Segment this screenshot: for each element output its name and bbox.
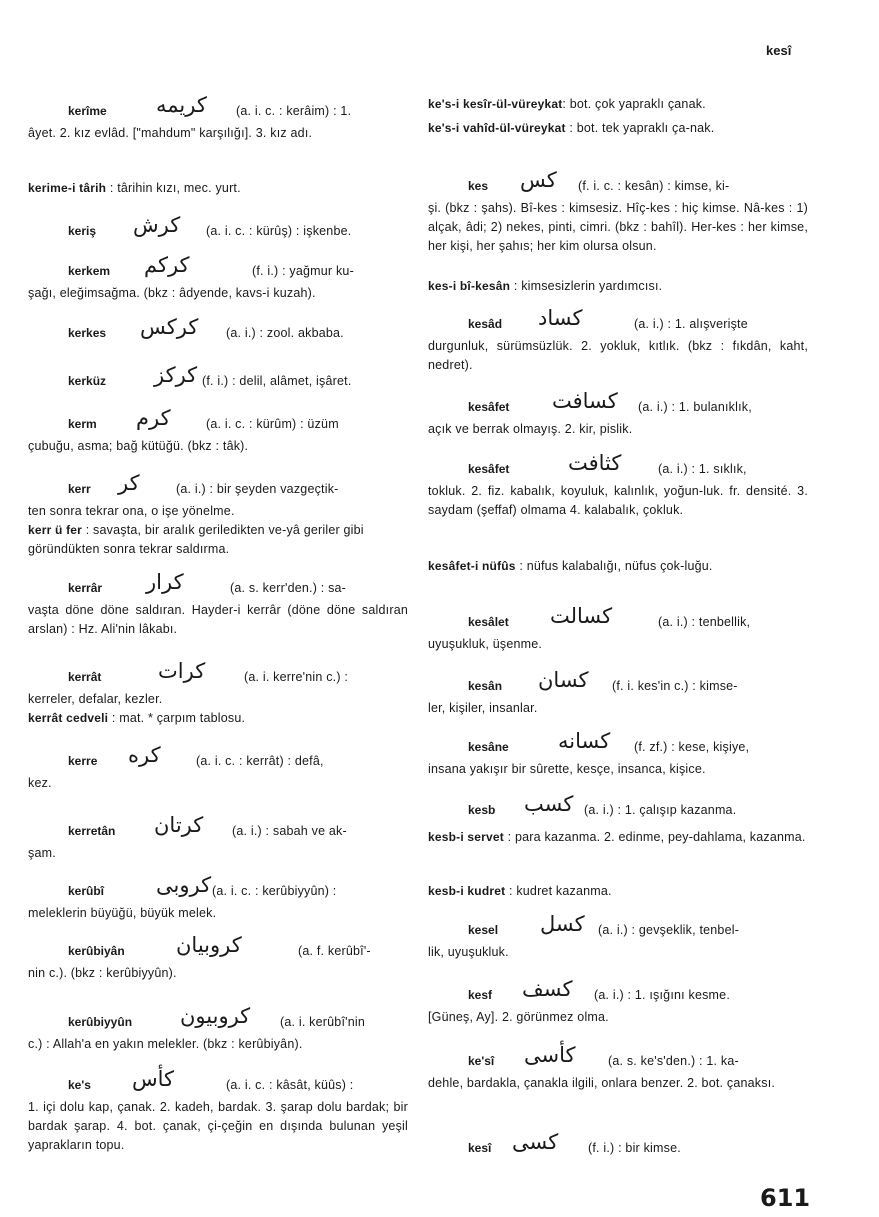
entry-grammar-info: (f. zf.) : kese, kişiye,	[634, 740, 750, 754]
entry-arabic-script: كثافت	[568, 451, 622, 475]
dictionary-entry	[28, 363, 408, 394]
dictionary-entry	[428, 977, 808, 1027]
entry-arabic-script: كر	[118, 471, 140, 495]
entry-arabic-script: كرات	[158, 659, 206, 683]
entry-arabic-script: كسب	[524, 792, 574, 816]
entry-arabic-script: كسافت	[552, 389, 618, 413]
dictionary-entry	[428, 389, 808, 439]
entry-arabic-script: كروبيان	[176, 933, 242, 957]
entry-headword: kesâfet	[468, 400, 510, 414]
subentry: kes-i bî-kesân : kimsesizlerin yardımcısı.	[428, 279, 663, 293]
entry-grammar-info: (f. i.) : yağmur ku-	[252, 264, 354, 278]
entry-definition: âyet. 2. kız evlâd. ["mahdum" karşılığı]. 3. kız adı.	[28, 126, 313, 140]
subentry: kerr ü fer : savaşta, bir aralık geriledikten ve-yâ geriler gibi göründükten sonra tekrar saldırma.	[28, 523, 364, 556]
dictionary-entry	[28, 1004, 408, 1054]
entry-grammar-info: (a. i. c. : kâsât, küûs) :	[226, 1078, 354, 1092]
subentry: ke's-i kesîr-ül-vüreykat: bot. çok yapraklı çanak.	[428, 97, 706, 111]
entry-headword: kesâne	[468, 740, 509, 754]
entry-grammar-info: (a. i. c. : kerûbiyyûn) :	[212, 884, 337, 898]
entry-arabic-script: كأس	[132, 1067, 175, 1091]
dictionary-entry	[28, 813, 408, 863]
dictionary-entry	[428, 306, 808, 375]
entry-headword: kesb	[468, 803, 496, 817]
dictionary-entry	[28, 253, 408, 303]
subentry: ke's-i vahîd-ül-vüreykat : bot. tek yapraklı ça-nak.	[428, 121, 715, 135]
entry-arabic-script: كروبيون	[180, 1004, 251, 1028]
entry-headword: kerrâr	[68, 581, 103, 595]
entry-definition: nin c.). (bkz : kerûbiyyûn).	[28, 966, 177, 980]
entry-arabic-script: كأسى	[524, 1043, 576, 1067]
entry-headword: kerîme	[68, 104, 107, 118]
dictionary-entry	[28, 659, 408, 709]
dictionary-entry	[28, 406, 408, 456]
entry-arabic-script: كرار	[146, 570, 184, 594]
entry-definition: durgunluk, sürümsüzlük. 2. yokluk, kıtlık. (bkz : fıkdân, kaht, nedret).	[428, 339, 808, 372]
entry-headword: kesel	[468, 923, 499, 937]
entry-headword: kerr	[68, 482, 91, 496]
entry-grammar-info: (a. i. c. : kerâim) : 1.	[236, 104, 352, 118]
subentry: kerime-i târih : târihin kızı, mec. yurt.	[28, 181, 241, 195]
entry-arabic-script: كسف	[522, 977, 573, 1001]
entry-definition: açık ve berrak olmayış. 2. kir, pislik.	[428, 422, 633, 436]
entry-grammar-info: (a. i. c. : kürûm) : üzüm	[206, 417, 339, 431]
entry-grammar-info: (a. i.) : tenbellik,	[658, 615, 751, 629]
entry-headword: kerm	[68, 417, 97, 431]
entry-grammar-info: (a. i.) : 1. alışverişte	[634, 317, 748, 331]
entry-grammar-info: (a. i.) : bir şeyden vazgeçtik-	[176, 482, 339, 496]
entry-headword: kerkes	[68, 326, 107, 340]
entry-headword: kesân	[468, 679, 503, 693]
entry-headword: kes	[468, 179, 489, 193]
entry-grammar-info: (f. i.) : delil, alâmet, işâret.	[202, 374, 352, 388]
dictionary-entry	[428, 792, 808, 823]
entry-headword: keriş	[68, 224, 97, 238]
entry-headword: kerûbî	[68, 884, 105, 898]
running-head: kesî	[766, 43, 792, 58]
entry-definition: ler, kişiler, insanlar.	[428, 701, 538, 715]
dictionary-entry	[28, 933, 408, 983]
entry-arabic-script: كرم	[136, 406, 171, 430]
entry-arabic-script: كسان	[538, 668, 589, 692]
entry-grammar-info: (a. i. c. : kürûş) : işkenbe.	[206, 224, 352, 238]
entry-grammar-info: (a. i.) : zool. akbaba.	[226, 326, 344, 340]
entry-headword: ke'sî	[468, 1054, 495, 1068]
entry-grammar-info: (a. i.) : gevşeklik, tenbel-	[598, 923, 740, 937]
entry-headword: kerretân	[68, 824, 116, 838]
entry-headword: kesâlet	[468, 615, 509, 629]
entry-headword: kerrât	[68, 670, 102, 684]
entry-definition: vaşta döne döne saldıran. Hayder-i kerrâr (döne döne saldıran arslan) : Hz. Ali'nin lâkabı.	[28, 603, 408, 636]
entry-definition: tokluk. 2. fiz. kabalık, koyuluk, kalınlık, yoğun-luk. fr. densité. 3. saydam (şeffaf) olmama 4. kalabalık, çokluk.	[428, 484, 808, 517]
entry-arabic-script: كروبى	[156, 873, 212, 897]
entry-headword: kesf	[468, 988, 493, 1002]
entry-arabic-script: كسانه	[558, 729, 611, 753]
entry-grammar-info: (a. i.) : 1. ışığını kesme.	[594, 988, 730, 1002]
entry-arabic-script: كرتان	[154, 813, 204, 837]
entry-grammar-info: (a. i. c. : kerrât) : defâ,	[196, 754, 324, 768]
entry-definition: 1. içi dolu kap, çanak. 2. kadeh, bardak. 3. şarap dolu bardak; bir bardak şarap. 4. bot. çanak, çi-çeğin en dışında bulunan yeşil yaprakların topu.	[28, 1100, 408, 1152]
entry-arabic-script: كركس	[140, 315, 199, 339]
entry-definition: insana yakışır bir sûrette, kesçe, insanca, kişice.	[428, 762, 706, 776]
entry-definition: c.) : Allah'a en yakın melekler. (bkz : kerûbiyân).	[28, 1037, 303, 1051]
dictionary-entry	[28, 471, 408, 521]
dictionary-entry	[428, 668, 808, 718]
entry-arabic-script: كركم	[144, 253, 190, 277]
dictionary-entry	[428, 604, 808, 654]
entry-grammar-info: (a. i.) : sabah ve ak-	[232, 824, 347, 838]
entry-arabic-script: كسل	[540, 912, 585, 936]
dictionary-entry	[428, 1130, 808, 1161]
subentry: kesb-i servet : para kazanma. 2. edinme, pey-dahlama, kazanma.	[428, 830, 806, 844]
entry-definition: kez.	[28, 776, 52, 790]
entry-arabic-script: كركز	[154, 363, 198, 387]
entry-definition: şam.	[28, 846, 56, 860]
dictionary-entry	[428, 1043, 808, 1093]
dictionary-entry	[428, 168, 808, 256]
entry-headword: kerküz	[68, 374, 107, 388]
entry-headword: kerûbiyân	[68, 944, 125, 958]
entry-grammar-info: (f. i.) : bir kimse.	[588, 1141, 681, 1155]
entry-definition: uyuşukluk, üşenme.	[428, 637, 543, 651]
entry-arabic-script: كره	[128, 743, 161, 767]
entry-headword: kerkem	[68, 264, 111, 278]
entry-headword: kesâfet	[468, 462, 510, 476]
entry-grammar-info: (f. i. c. : kesân) : kimse, ki-	[578, 179, 730, 193]
dictionary-entry	[28, 213, 408, 244]
page-number: 611	[760, 1184, 811, 1212]
entry-arabic-script: كس	[520, 168, 557, 192]
entry-arabic-script: كرش	[133, 213, 181, 237]
entry-definition: lik, uyuşukluk.	[428, 945, 509, 959]
dictionary-entry	[428, 912, 808, 962]
entry-grammar-info: (a. s. kerr'den.) : sa-	[230, 581, 347, 595]
entry-headword: kesâd	[468, 317, 503, 331]
entry-definition: meleklerin büyüğü, büyük melek.	[28, 906, 217, 920]
entry-headword: ke's	[68, 1078, 91, 1092]
entry-arabic-script: كساد	[538, 306, 583, 330]
dictionary-entry	[28, 93, 408, 143]
dictionary-entry	[28, 1067, 408, 1155]
entry-grammar-info: (a. i.) : 1. bulanıklık,	[638, 400, 752, 414]
dictionary-entry	[28, 315, 408, 346]
entry-arabic-script: كسالت	[550, 604, 613, 628]
entry-grammar-info: (a. i. kerûbî'nin	[280, 1015, 365, 1029]
dictionary-entry	[28, 570, 408, 639]
subentry: kesb-i kudret : kudret kazanma.	[428, 884, 612, 898]
entry-definition: ten sonra tekrar ona, o işe yönelme.	[28, 504, 235, 518]
dictionary-entry	[428, 729, 808, 779]
entry-arabic-script: كريمه	[156, 93, 207, 117]
entry-arabic-script: كسى	[512, 1130, 559, 1154]
entry-definition: şi. (bkz : şahs). Bî-kes : kimsesiz. Hîç-kes : hiç kimse. Nâ-kes : 1) alçak, âdi; 2) nekes, pinti, cimri. (bkz : bahîl). Her-kes : her kimse, her kişi, her şahıs; her kim olursa olsun.	[428, 201, 808, 253]
entry-grammar-info: (a. f. kerûbî'-	[298, 944, 371, 958]
entry-grammar-info: (a. i.) : 1. çalışıp kazanma.	[584, 803, 737, 817]
dictionary-entry	[428, 451, 808, 520]
entry-grammar-info: (a. s. ke's'den.) : 1. ka-	[608, 1054, 739, 1068]
dictionary-entry	[28, 743, 408, 793]
entry-definition: [Güneş, Ay]. 2. görünmez olma.	[428, 1010, 609, 1024]
entry-grammar-info: (a. i. kerre'nin c.) :	[244, 670, 349, 684]
entry-headword: kerûbiyyûn	[68, 1015, 133, 1029]
subentry: kerrât cedveli : mat. * çarpım tablosu.	[28, 711, 246, 725]
entry-definition: dehle, bardakla, çanakla ilgili, onlara benzer. 2. bot. çanaksı.	[428, 1076, 776, 1090]
subentry: kesâfet-i nüfûs : nüfus kalabalığı, nüfus çok-luğu.	[428, 559, 713, 573]
entry-grammar-info: (a. i.) : 1. sıklık,	[658, 462, 747, 476]
entry-definition: çubuğu, asma; bağ kütüğü. (bkz : tâk).	[28, 439, 249, 453]
entry-headword: kesî	[468, 1141, 492, 1155]
dictionary-entry	[28, 873, 408, 923]
entry-grammar-info: (f. i. kes'in c.) : kimse-	[612, 679, 738, 693]
entry-definition: şağı, eleğimsağma. (bkz : âdyende, kavs-i kuzah).	[28, 286, 316, 300]
entry-headword: kerre	[68, 754, 98, 768]
entry-definition: kerreler, defalar, kezler.	[28, 692, 163, 706]
